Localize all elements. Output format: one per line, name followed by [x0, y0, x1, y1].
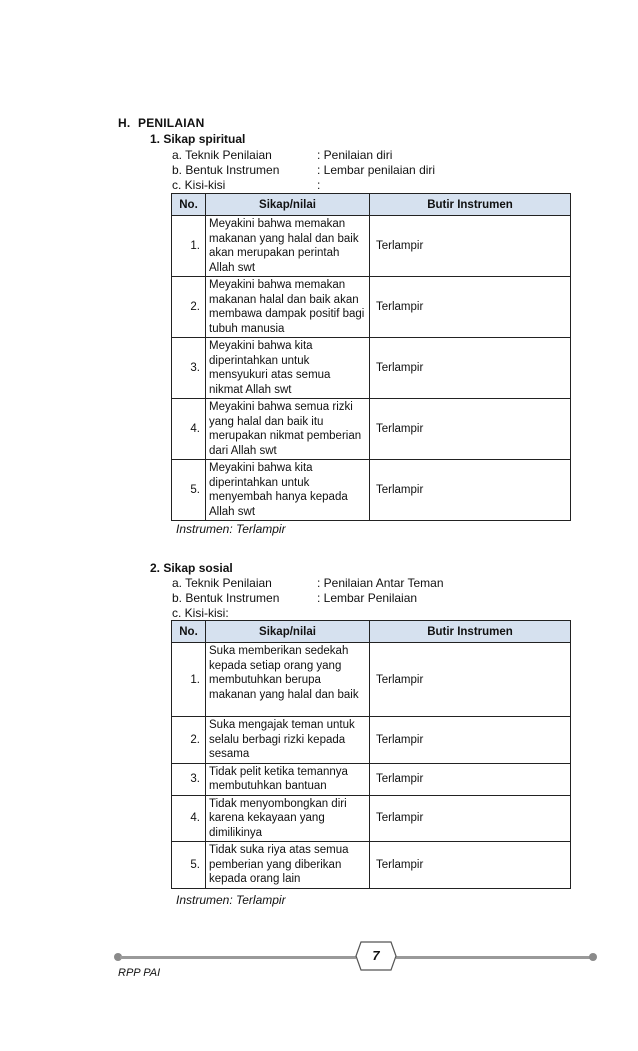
table-row [172, 338, 571, 399]
header-butir: Butir Instrumen [370, 194, 571, 216]
row-sikap: Meyakini bahwa kita diperintahkan untuk menyembah hanya kepada Allah swt [206, 460, 370, 521]
row-no: 1. [172, 216, 206, 277]
row-butir: Terlampir [370, 763, 571, 795]
row-butir: Terlampir [370, 717, 571, 764]
row-no: 4. [172, 399, 206, 460]
row-no: 2. [172, 717, 206, 764]
header-butir: Butir Instrumen [370, 621, 571, 643]
detail-value: : [317, 178, 321, 192]
table-header-row [172, 194, 571, 216]
detail-value: : Penilaian Antar Teman [317, 576, 444, 590]
row-butir: Terlampir [370, 842, 571, 889]
page-number-badge [355, 941, 397, 971]
row-no: 5. [172, 842, 206, 889]
detail-label: c. Kisi-kisi [172, 178, 226, 192]
spiritual-instrumen-note: Instrumen: Terlampir [176, 522, 286, 536]
table-row [172, 763, 571, 795]
table-row [172, 795, 571, 842]
row-butir: Terlampir [370, 338, 571, 399]
detail-value: : Lembar Penilaian [317, 591, 418, 605]
row-no: 3. [172, 338, 206, 399]
footer-rule-right-dot [589, 953, 597, 961]
row-butir: Terlampir [370, 277, 571, 338]
row-sikap: Tidak pelit ketika temannya membutuhkan bantuan [206, 763, 370, 795]
sosial-heading: 2. Sikap sosial [150, 561, 233, 575]
row-no: 4. [172, 795, 206, 842]
header-sikap: Sikap/nilai [206, 194, 370, 216]
row-sikap: Meyakini bahwa semua rizki yang halal dan baik itu merupakan nikmat pemberian dari Allah swt [206, 399, 370, 460]
row-no: 2. [172, 277, 206, 338]
section-letter: H. [118, 116, 131, 130]
table-row [172, 460, 571, 521]
header-sikap: Sikap/nilai [206, 621, 370, 643]
footer-rule-left [120, 956, 356, 959]
table-row [172, 399, 571, 460]
row-butir: Terlampir [370, 460, 571, 521]
table-row [172, 643, 571, 717]
row-butir: Terlampir [370, 399, 571, 460]
page-number: 7 [372, 948, 380, 963]
row-butir: Terlampir [370, 795, 571, 842]
section-title: PENILAIAN [138, 116, 205, 130]
detail-value: : Lembar penilaian diri [317, 163, 436, 177]
table-row [172, 277, 571, 338]
row-sikap: Suka memberikan sedekah kepada setiap orang yang membutuhkan berupa makanan yang halal dan baik [206, 643, 370, 717]
row-butir: Terlampir [370, 643, 571, 717]
header-no: No. [172, 194, 206, 216]
detail-label: c. Kisi-kisi: [172, 606, 229, 620]
detail-label: a. Teknik Penilaian [172, 148, 272, 162]
table-row [172, 842, 571, 889]
footer-doc-label: RPP PAI [118, 967, 161, 979]
row-butir: Terlampir [370, 216, 571, 277]
spiritual-heading: 1. Sikap spiritual [150, 132, 246, 146]
header-no: No. [172, 621, 206, 643]
row-sikap: Meyakini bahwa memakan makanan yang halal dan baik akan merupakan perintah Allah swt [206, 216, 370, 277]
detail-label: b. Bentuk Instrumen [172, 163, 280, 177]
detail-label: b. Bentuk Instrumen [172, 591, 280, 605]
detail-label: a. Teknik Penilaian [172, 576, 272, 590]
row-sikap: Meyakini bahwa memakan makanan halal dan baik akan membawa dampak positif bagi tubuh manusia [206, 277, 370, 338]
row-sikap: Tidak suka riya atas semua pemberian yang diberikan kepada orang lain [206, 842, 370, 889]
row-no: 1. [172, 643, 206, 717]
section-heading [118, 116, 204, 130]
table-row [172, 717, 571, 764]
table-header-row [172, 621, 571, 643]
row-sikap: Tidak menyombongkan diri karena kekayaan yang dimilikinya [206, 795, 370, 842]
row-sikap: Meyakini bahwa kita diperintahkan untuk mensyukuri atas semua nikmat Allah swt [206, 338, 370, 399]
detail-value: : Penilaian diri [317, 148, 393, 162]
footer-rule-right [396, 956, 592, 959]
sosial-instrumen-note: Instrumen: Terlampir [176, 893, 286, 907]
row-no: 5. [172, 460, 206, 521]
sosial-table [171, 620, 571, 889]
table-row [172, 216, 571, 277]
spiritual-table [171, 193, 571, 521]
row-no: 3. [172, 763, 206, 795]
row-sikap: Suka mengajak teman untuk selalu berbagi rizki kepada sesama [206, 717, 370, 764]
